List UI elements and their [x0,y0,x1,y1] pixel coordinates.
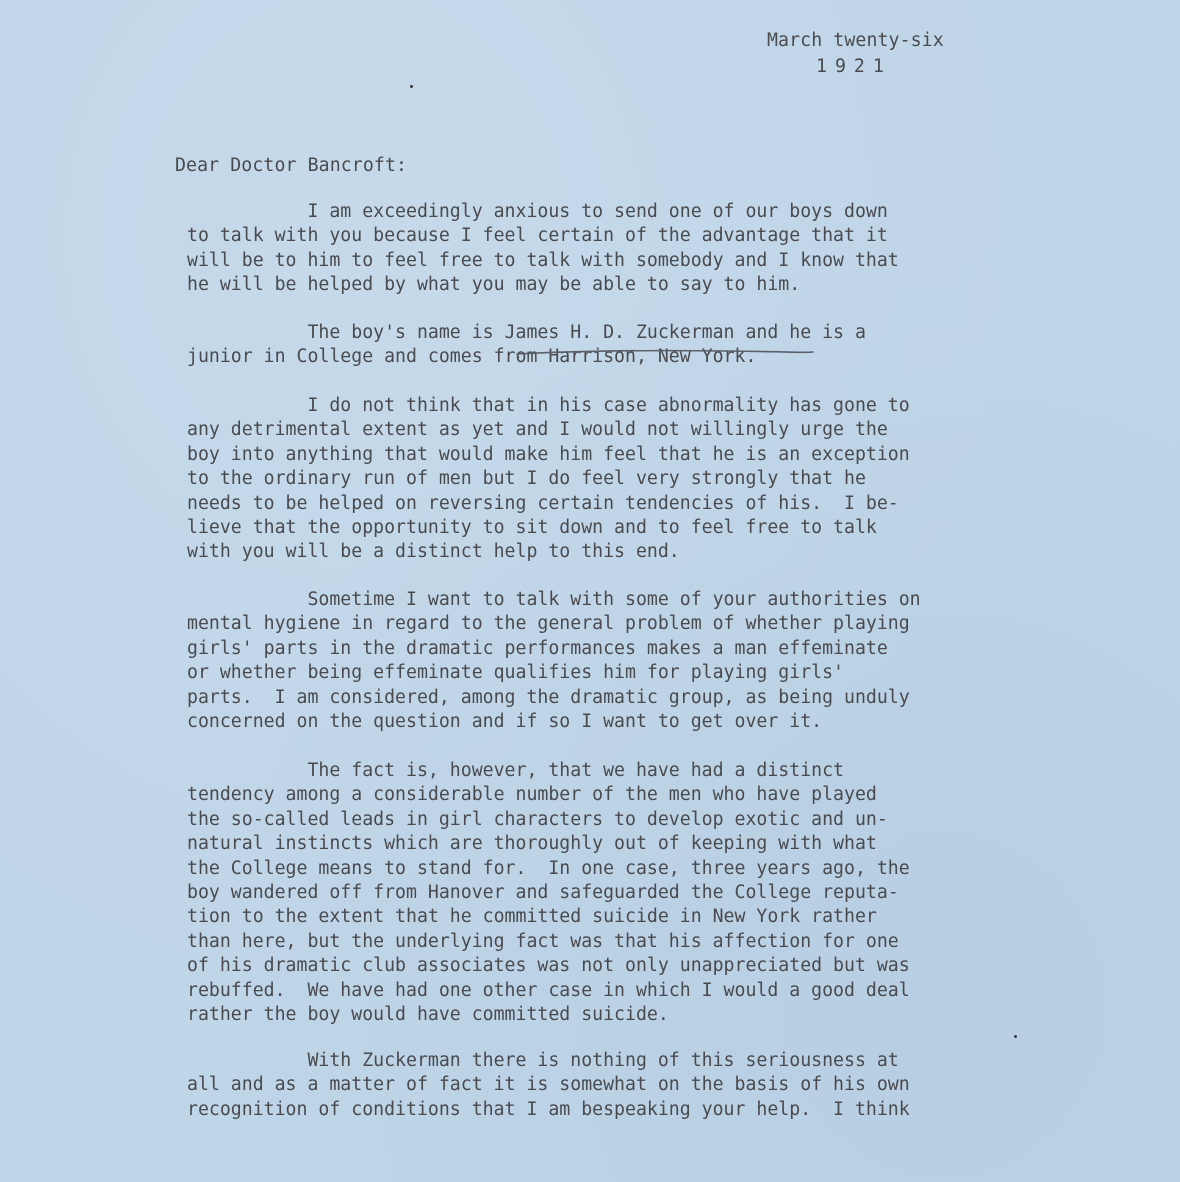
text-line: to talk with you because I feel certain of the advantage that it [187,225,888,247]
paragraph-5 [187,759,910,1027]
text-line: needs to be helped on reversing certain tendencies of his. I be- [187,492,899,514]
date-line-month-day: March twenty-six [767,30,944,51]
text-line: The boy's name is James H. D. Zuckerman and he is a [187,322,866,343]
text-line: to the ordinary run of men but I do feel very strongly that he [187,468,866,490]
paragraph-3 [187,394,910,565]
text-line: boy wandered off from Hanover and safeguarded the College reputa- [187,881,899,903]
text-line: boy into anything that would make him feel that he is an exception [187,443,910,465]
text-line: or whether being effeminate qualifies him for playing girls' [187,662,844,684]
paper-speck [410,85,413,88]
text-line: he will be helped by what you may be able to say to him. [187,274,801,296]
text-line: tendency among a considerable number of the men who have played [187,784,877,806]
text-line: than here, but the underlying fact was that his affection for one [187,930,899,952]
text-line: Sometime I want to talk with some of your authorities on [187,589,921,610]
paragraph-1 [187,200,899,298]
text-line: natural instincts which are thoroughly out of keeping with what [187,833,877,855]
text-line: The fact is, however, that we have had a distinct [187,760,844,781]
salutation: Dear Doctor Bancroft: [175,155,408,176]
text-line: recognition of conditions that I am bespeaking your help. I think [187,1098,910,1120]
text-line: will be to him to feel free to talk with somebody and I know that [187,249,899,271]
paragraph-4 [187,588,921,734]
text-line: any detrimental extent as yet and I would not willingly urge the [187,419,888,441]
text-line: the College means to stand for. In one case, three years ago, the [187,857,910,879]
text-line: lieve that the opportunity to sit down and to feel free to talk [187,516,877,538]
text-line: mental hygiene in regard to the general problem of whether playing [187,613,910,635]
text-line: With Zuckerman there is nothing of this seriousness at [187,1050,899,1071]
paragraph-6 [187,1049,910,1122]
text-line: rather the boy would have committed suicide. [187,1003,669,1025]
text-line: concerned on the question and if so I want to get over it. [187,710,823,732]
text-line: girls' parts in the dramatic performances makes a man effeminate [187,637,888,659]
date-line-year: 1921 [816,56,892,77]
text-line: all and as a matter of fact it is somewhat on the basis of his own [187,1074,910,1096]
handwritten-underline-mark [515,345,815,359]
text-line: the so-called leads in girl characters to develop exotic and un- [187,808,888,830]
text-line: rebuffed. We have had one other case in which I would a good deal [187,979,910,1001]
text-line: I do not think that in his case abnormality has gone to [187,395,910,416]
text-line: I am exceedingly anxious to send one of our boys down [187,201,888,222]
text-line: parts. I am considered, among the dramatic group, as being unduly [187,686,910,708]
text-line: tion to the extent that he committed suicide in New York rather [187,906,877,928]
paper-speck [1014,1035,1017,1038]
text-line: of his dramatic club associates was not only unappreciated but was [187,955,910,977]
text-line: junior in College and comes from Harrison, New York. [187,346,757,368]
text-line: with you will be a distinct help to this end. [187,541,680,563]
